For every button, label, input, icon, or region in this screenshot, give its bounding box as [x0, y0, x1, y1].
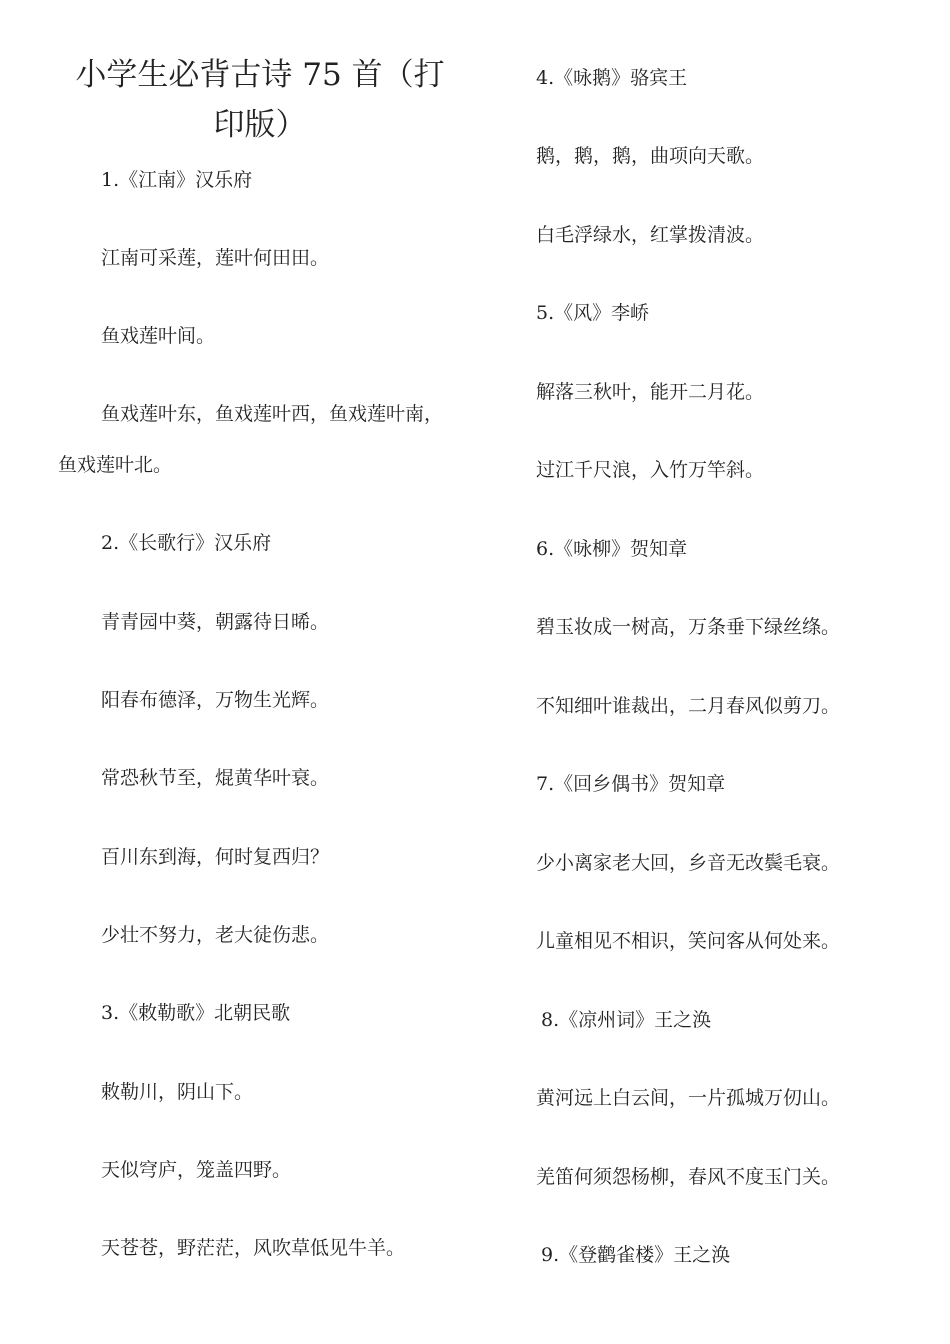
- document-title-line-1: 小学生必背古诗 75 首（打: [75, 57, 445, 93]
- poem-heading: 8.《凉州词》王之涣: [541, 1009, 712, 1031]
- poem-line: 少壮不努力，老大徒伤悲。: [101, 924, 330, 946]
- poem-line: 天似穹庐，笼盖四野。: [101, 1159, 292, 1181]
- poem-line: 碧玉妆成一树高，万条垂下绿丝绦。: [536, 616, 841, 638]
- poem-line: 江南可采莲，莲叶何田田。: [101, 247, 330, 269]
- poem-line: 敕勒川，阴山下。: [101, 1081, 254, 1103]
- poem-heading: 9.《登鹳雀楼》王之涣: [541, 1244, 731, 1266]
- poem-line: 常恐秋节至，焜黄华叶衰。: [101, 767, 330, 789]
- poem-heading: 2.《长歌行》汉乐府: [101, 532, 272, 554]
- poem-line: 羌笛何须怨杨柳，春风不度玉门关。: [536, 1166, 841, 1188]
- poem-line: 鱼戏莲叶东，鱼戏莲叶西，鱼戏莲叶南，: [101, 403, 444, 425]
- document-title: [58, 50, 462, 150]
- poem-line: 阳春布德泽，万物生光辉。: [101, 689, 330, 711]
- poem-heading: 4.《咏鹅》骆宾王: [536, 67, 688, 89]
- poem-heading: 1.《江南》汉乐府: [101, 169, 253, 191]
- poem-line: 不知细叶谁裁出，二月春风似剪刀。: [536, 695, 841, 717]
- poem-line: 百川东到海，何时复西归？: [101, 846, 330, 868]
- poem-line: 天苍苍，野茫茫，风吹草低见牛羊。: [101, 1237, 406, 1259]
- poem-heading: 3.《敕勒歌》北朝民歌: [101, 1002, 291, 1024]
- poem-line: 解落三秋叶，能开二月花。: [536, 381, 765, 403]
- poem-line: 鹅，鹅，鹅，曲项向天歌。: [536, 145, 765, 167]
- poem-line: 鱼戏莲叶间。: [101, 325, 216, 347]
- poem-line: 儿童相见不相识，笑问客从何处来。: [536, 930, 841, 952]
- poem-line: 黄河远上白云间，一片孤城万仞山。: [536, 1087, 841, 1109]
- poem-line: 少小离家老大回，乡音无改鬓毛衰。: [536, 852, 841, 874]
- poem-line: 青青园中葵，朝露待日晞。: [101, 611, 330, 633]
- poem-heading: 5.《风》李峤: [536, 302, 650, 324]
- poem-line: 过江千尺浪，入竹万竿斜。: [536, 459, 765, 481]
- poem-heading: 6.《咏柳》贺知章: [536, 538, 688, 560]
- poem-line: 白毛浮绿水，红掌拨清波。: [536, 224, 765, 246]
- poem-line: 鱼戏莲叶北。: [58, 454, 173, 476]
- document-title-line-2: 印版）: [213, 107, 307, 143]
- poem-heading: 7.《回乡偶书》贺知章: [536, 773, 726, 795]
